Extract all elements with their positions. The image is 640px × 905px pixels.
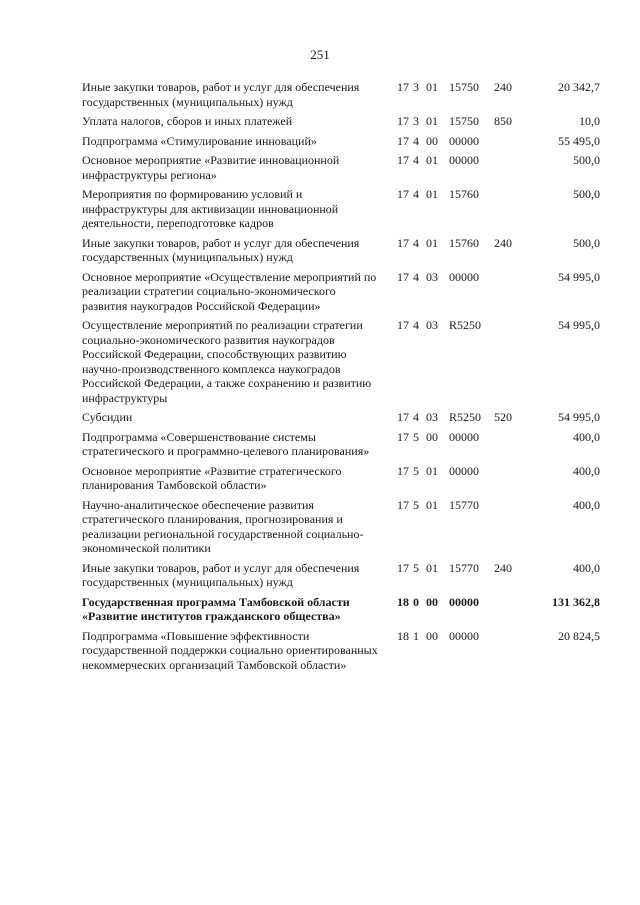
table-row [0,430,640,459]
code-direction: 00000 [449,269,479,284]
code-event: 01 [426,153,438,167]
code-program: 17 [397,410,409,424]
code-direction: 00000 [449,429,479,444]
code-subprogram: 0 [413,594,419,609]
code-event: 01 [426,235,438,250]
code-direction: 15750 [449,80,479,94]
code-event: 03 [426,410,438,424]
code-direction: 00000 [449,133,479,148]
code-program: 17 [397,497,409,512]
budget-table [0,80,640,677]
code-subprogram: 4 [413,318,419,332]
code-program: 17 [397,463,409,478]
code-subprogram: 5 [413,497,419,512]
row-amount: 500,0 [573,153,600,167]
row-amount: 400,0 [573,497,600,512]
row-name: Иные закупки товаров, работ и услуг для обеспечения государственных (муниципальных) нужд [82,560,360,589]
code-subprogram: 1 [413,628,419,643]
row-amount: 54 995,0 [558,318,600,332]
code-direction: 00000 [449,628,479,643]
code-event: 01 [426,463,438,478]
code-subprogram: 5 [413,463,419,478]
page-number: 251 [310,47,330,62]
table-row [0,187,640,231]
table-row [0,318,640,405]
row-name: Основное мероприятие «Осуществление мероприятий по реализации стратегии социально-экономического развития наукоградов Российской Федерации» [82,269,377,313]
code-subprogram: 3 [413,80,419,94]
code-direction: R5250 [449,318,482,332]
code-event: 01 [426,80,438,94]
row-amount: 500,0 [573,187,600,201]
row-name: Научно-аналитическое обеспечение развития стратегического планирования, прогнозирования и реализации региональной государственной социально-экономической политики [82,497,364,555]
row-amount: 20 342,7 [558,80,600,94]
code-event: 00 [426,628,438,643]
row-name: Иные закупки товаров, работ и услуг для обеспечения государственных (муниципальных) нужд [82,235,360,264]
row-name: Уплата налогов, сборов и иных платежей [82,114,293,128]
code-direction: 15760 [449,187,479,201]
row-name: Мероприятия по формированию условий и инфраструктуры для активизации инновационной деятельности, переподготовке кадров [82,187,339,230]
code-program: 17 [397,269,409,284]
table-row [0,114,640,129]
code-subprogram: 5 [413,429,419,444]
code-program: 17 [397,560,409,575]
table-row [0,629,640,673]
code-subprogram: 4 [413,187,419,201]
row-name: Подпрограмма «Стимулирование инноваций» [82,133,317,148]
code-direction: 15750 [449,114,479,128]
table-row [0,153,640,182]
row-name: Основное мероприятие «Развитие стратегического планирования Тамбовской области» [82,463,342,492]
row-amount: 10,0 [579,114,600,128]
code-direction: 00000 [449,153,479,167]
code-direction: 15770 [449,560,479,575]
code-direction: R5250 [449,410,482,424]
table-row [0,236,640,265]
table-row [0,270,640,314]
code-event: 03 [426,269,438,284]
code-event: 00 [426,133,438,148]
code-subprogram: 4 [413,269,419,284]
row-name: Подпрограмма «Совершенствование системы стратегического и программно-целевого планирования» [82,429,370,458]
code-event: 01 [426,497,438,512]
code-program: 17 [397,429,409,444]
code-program: 17 [397,153,409,167]
code-program: 17 [397,187,409,201]
code-program: 17 [397,235,409,250]
row-amount: 500,0 [573,235,600,250]
row-amount: 20 824,5 [558,628,600,643]
table-row [0,134,640,149]
table-row [0,410,640,425]
row-name: Осуществление мероприятий по реализации стратегии социально-экономического развития наукоградов Российской Федерации, способствующих развитию научно-производственного комплекса наукоградов Российской Федерации, а также сохранению и развитию инфраструктуры [82,318,372,405]
code-subprogram: 4 [413,153,419,167]
row-name: Иные закупки товаров, работ и услуг для обеспечения государственных (муниципальных) нужд [82,80,360,109]
row-amount: 400,0 [573,429,600,444]
code-program: 18 [397,628,409,643]
code-event: 00 [426,594,438,609]
code-subprogram: 4 [413,133,419,148]
row-amount: 131 362,8 [552,594,600,609]
row-name: Основное мероприятие «Развитие инновационной инфраструктуры региона» [82,153,340,182]
table-row [0,498,640,556]
code-expense-type: 240 [494,235,512,250]
code-subprogram: 3 [413,114,419,128]
code-program: 17 [397,133,409,148]
table-row-program [0,595,640,624]
code-program: 17 [397,318,409,332]
code-direction: 00000 [449,594,479,609]
row-amount: 400,0 [573,560,600,575]
table-row [0,80,640,109]
code-program: 17 [397,114,409,128]
code-expense-type: 240 [494,80,512,94]
row-name: Государственная программа Тамбовской области «Развитие институтов гражданского общества» [82,594,350,623]
row-amount: 55 495,0 [558,133,600,148]
code-subprogram: 4 [413,410,419,424]
code-program: 18 [397,594,409,609]
code-event: 03 [426,318,438,332]
row-amount: 54 995,0 [558,269,600,284]
code-subprogram: 4 [413,235,419,250]
code-direction: 15770 [449,497,479,512]
row-name: Подпрограмма «Повышение эффективности государственной поддержки социально ориентированных некоммерческих организаций Тамбовской области» [82,628,378,672]
code-expense-type: 240 [494,560,512,575]
code-direction: 00000 [449,463,479,478]
code-direction: 15760 [449,235,479,250]
code-event: 01 [426,114,438,128]
code-event: 00 [426,429,438,444]
row-name: Субсидии [82,410,133,424]
code-expense-type: 850 [494,114,512,128]
code-event: 01 [426,187,438,201]
row-amount: 54 995,0 [558,410,600,424]
code-event: 01 [426,560,438,575]
table-row [0,561,640,590]
row-amount: 400,0 [573,463,600,478]
code-subprogram: 5 [413,560,419,575]
code-program: 17 [397,80,409,94]
code-expense-type: 520 [494,410,512,424]
table-row [0,464,640,493]
